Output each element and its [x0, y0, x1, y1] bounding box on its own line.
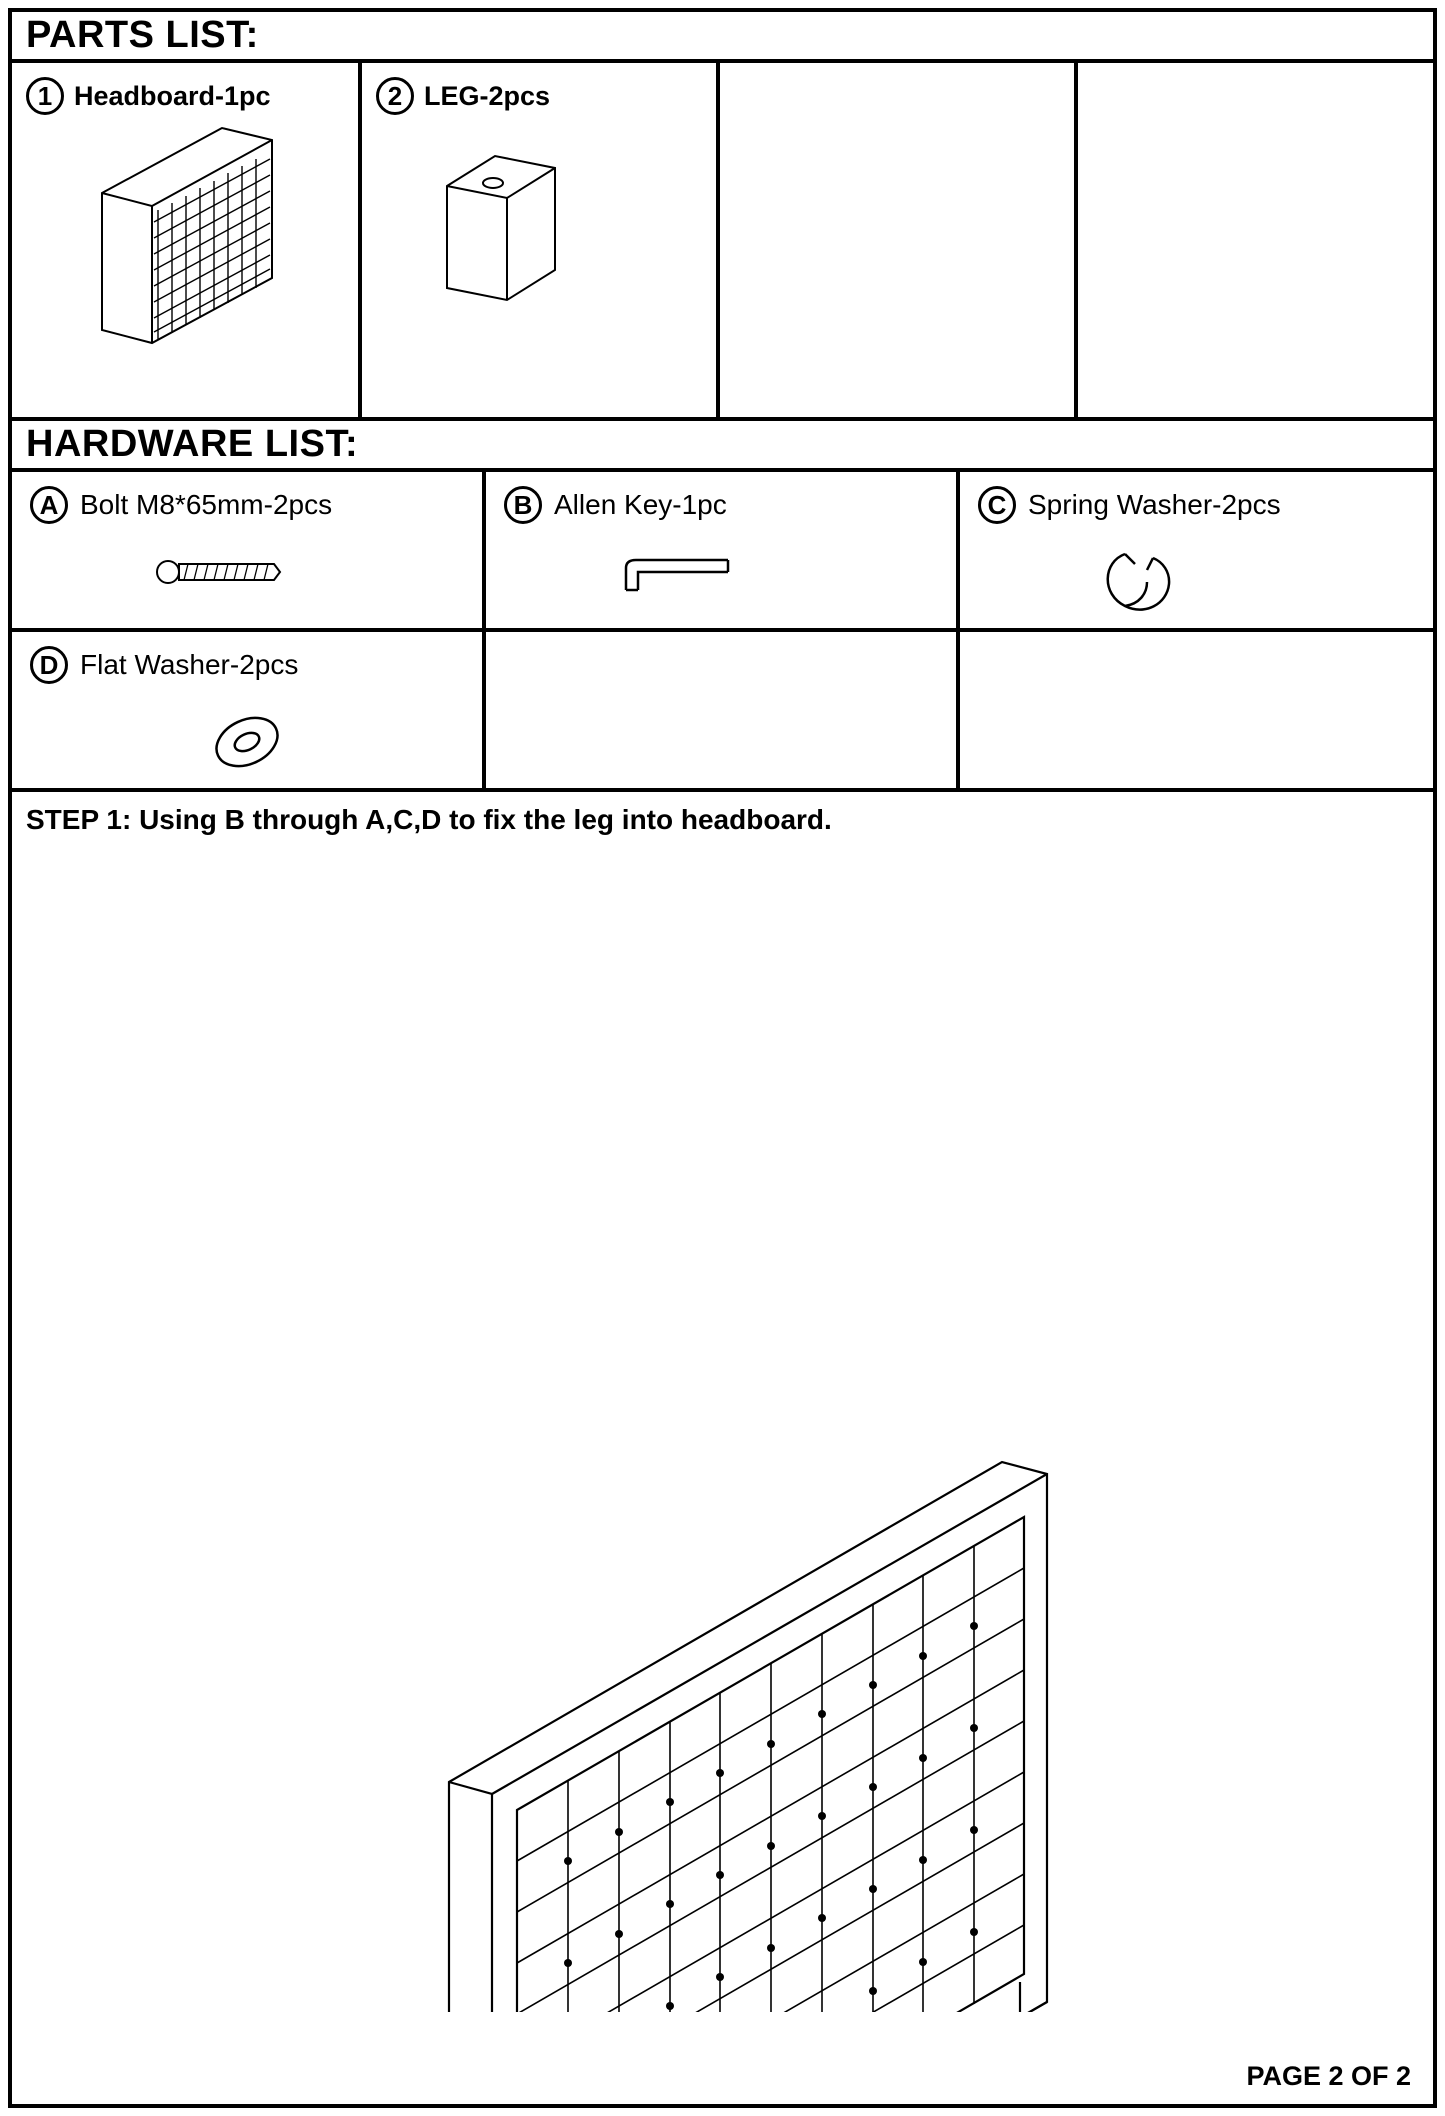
part-number-badge: 2: [376, 77, 414, 115]
hardware-label: Spring Washer-2pcs: [1028, 489, 1281, 520]
flat-washer-icon: [202, 704, 292, 780]
hardware-d-label-row: [12, 632, 482, 684]
page-footer: PAGE 2 OF 2: [1246, 2061, 1411, 2091]
parts-cell-empty-2: [1078, 63, 1433, 417]
part-1-label-row: [12, 63, 358, 115]
parts-list-table: [12, 63, 1433, 421]
headboard-icon: [92, 118, 282, 348]
part-number-badge: 1: [26, 77, 64, 115]
hardware-list-title: HARDWARE LIST:: [26, 423, 359, 465]
parts-cell-empty-1: [720, 63, 1078, 417]
instruction-page: [8, 8, 1437, 2108]
hardware-label: Bolt M8*65mm-2pcs: [80, 489, 333, 520]
hardware-cell-empty-1: [486, 632, 960, 788]
leg-block-icon: [437, 138, 577, 318]
hardware-key-badge: D: [30, 646, 68, 684]
hardware-cell-spring-washer: [960, 472, 1433, 628]
bolt-icon: [152, 552, 292, 592]
parts-list-title: PARTS LIST:: [26, 14, 259, 56]
step-1-figure: [12, 842, 1433, 2012]
hardware-cell-allen-key: [486, 472, 960, 628]
spring-washer-icon: [1095, 542, 1185, 622]
hardware-label: Allen Key-1pc: [554, 489, 727, 520]
step-1-text: STEP 1: Using B through A,C,D to fix the leg into headboard.: [26, 804, 832, 835]
hardware-label: Flat Washer-2pcs: [80, 649, 299, 680]
hardware-cell-empty-2: [960, 632, 1433, 788]
hardware-c-label-row: [960, 472, 1433, 524]
hardware-b-label-row: [486, 472, 956, 524]
hardware-key-badge: C: [978, 486, 1016, 524]
parts-cell-leg: [362, 63, 720, 417]
hardware-cell-bolt: [12, 472, 486, 628]
hardware-row-1: [12, 472, 1433, 632]
hardware-cell-flat-washer: [12, 632, 486, 788]
hardware-key-badge: A: [30, 486, 68, 524]
part-label: Headboard-1pc: [74, 80, 271, 111]
hardware-key-badge: B: [504, 486, 542, 524]
part-label: LEG-2pcs: [424, 80, 551, 111]
part-2-label-row: [362, 63, 716, 115]
hardware-a-label-row: [12, 472, 482, 524]
hardware-row-2: [12, 632, 1433, 792]
allen-key-icon: [616, 550, 746, 600]
parts-cell-headboard: [12, 63, 362, 417]
